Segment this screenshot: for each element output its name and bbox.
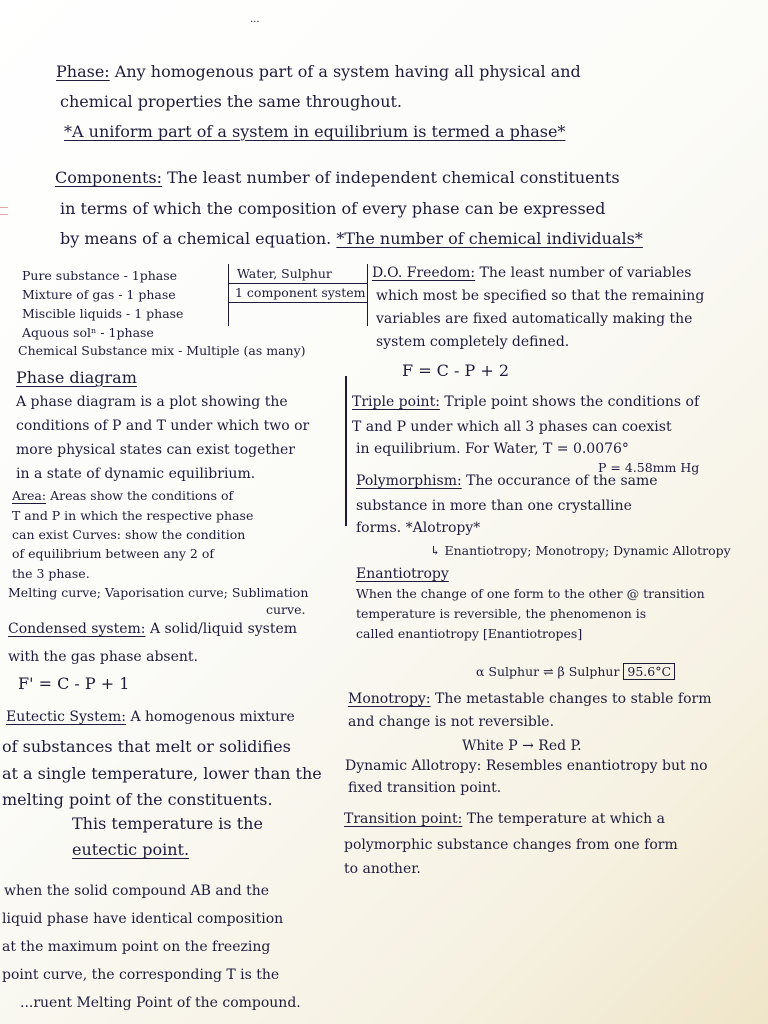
dof-line-1: The least number of variables bbox=[479, 265, 692, 281]
polymorphism-line-3: forms. *Alotropy* bbox=[356, 520, 481, 536]
components-heading: Components: bbox=[55, 168, 163, 187]
triple-point-line-1: Triple point shows the conditions of bbox=[444, 394, 700, 410]
condensed-line-2: with the gas phase absent. bbox=[8, 649, 198, 665]
eutectic-line-5: This temperature is the bbox=[72, 814, 263, 833]
list-item: Miscible liquids - 1 phase bbox=[22, 306, 184, 321]
phase-diagram-line-3: more physical states can exist together bbox=[16, 442, 295, 458]
dof-line-3: variables are fixed automatically making the bbox=[376, 311, 693, 327]
area-line-4: of equilibrium between any 2 of bbox=[12, 546, 214, 561]
transition-point-line-2: polymorphic substance changes from one form bbox=[344, 837, 678, 853]
condensed-heading: Condensed system: bbox=[8, 621, 146, 637]
dof-heading: D.O. Freedom: bbox=[372, 265, 476, 281]
area-heading: Area: bbox=[12, 488, 47, 503]
page-mark: ... bbox=[250, 14, 260, 25]
triple-point-line-2: T and P under which all 3 phases can coexist bbox=[352, 419, 672, 435]
components-note: *The number of chemical individuals* bbox=[336, 229, 643, 248]
eutectic-point: eutectic point. bbox=[72, 840, 190, 859]
congruent-line-1: when the solid compound AB and the bbox=[4, 883, 270, 899]
phase-line-1: Any homogenous part of a system having all physical and bbox=[114, 62, 581, 81]
arrow-icon: ↳ bbox=[430, 543, 441, 558]
divider bbox=[229, 302, 367, 303]
component-example-box bbox=[228, 264, 368, 326]
dynamic-allotropy-line-2: fixed transition point. bbox=[348, 780, 502, 796]
polymorphism-heading: Polymorphism: bbox=[356, 473, 462, 489]
enantiotropy-line-3: called enantiotropy [Enantiotropes] bbox=[356, 626, 583, 641]
components-line-3: by means of a chemical equation. bbox=[60, 229, 332, 248]
dof-formula: F = C - P + 2 bbox=[402, 361, 510, 380]
transition-temp: 95.6°C bbox=[623, 663, 675, 680]
area-line-7: curve. bbox=[266, 602, 306, 617]
dof-line-4: system completely defined. bbox=[376, 334, 570, 350]
phase-heading: Phase: bbox=[56, 62, 110, 81]
phase-line-3: *A uniform part of a system in equilibrium is termed a phase* bbox=[64, 122, 566, 141]
eutectic-heading: Eutectic System: bbox=[6, 709, 126, 725]
eutectic-line-3: at a single temperature, lower than the bbox=[2, 764, 322, 783]
phosphorus-equation: White P → Red P. bbox=[462, 738, 582, 754]
polymorphism-line-1: The occurance of the same bbox=[466, 473, 658, 489]
list-item: Pure substance - 1phase bbox=[22, 268, 178, 283]
components-line-1: The least number of independent chemical constituents bbox=[167, 168, 620, 187]
dof-line-2: which most be specified so that the remaining bbox=[376, 288, 705, 304]
area-line-5: the 3 phase. bbox=[12, 566, 90, 581]
divider bbox=[229, 283, 367, 284]
list-item: Aquous solⁿ - 1phase bbox=[22, 325, 154, 340]
area-line-6: Melting curve; Vaporisation curve; Sublimation bbox=[8, 585, 309, 600]
list-item: Chemical Substance mix - Multiple (as many) bbox=[18, 343, 306, 358]
enantiotropy-line-1: When the change of one form to the other @ transition bbox=[356, 586, 705, 601]
condensed-formula: F' = C - P + 1 bbox=[18, 674, 130, 693]
monotropy-line-2: and change is not reversible. bbox=[348, 714, 555, 730]
column-divider bbox=[345, 376, 347, 526]
polymorphism-types: Enantiotropy; Monotropy; Dynamic Allotropy bbox=[444, 543, 731, 558]
transition-point-heading: Transition point: bbox=[344, 811, 463, 827]
congruent-line-2: liquid phase have identical composition bbox=[2, 911, 284, 927]
phase-diagram-line-4: in a state of dynamic equilibrium. bbox=[16, 466, 256, 482]
eutectic-line-2: of substances that melt or solidifies bbox=[2, 737, 291, 756]
condensed-line-1: A solid/liquid system bbox=[149, 621, 298, 637]
component-box-line-1: Water, Sulphur bbox=[237, 266, 332, 281]
congruent-line-5: ...ruent Melting Point of the compound. bbox=[20, 995, 301, 1011]
triple-point-heading: Triple point: bbox=[352, 394, 440, 410]
transition-point-line-3: to another. bbox=[344, 861, 421, 877]
phase-diagram-line-2: conditions of P and T under which two or bbox=[16, 418, 310, 434]
components-line-2: in terms of which the composition of every phase can be expressed bbox=[60, 199, 606, 218]
dynamic-allotropy-line-1: Dynamic Allotropy: Resembles enantiotropy but no bbox=[345, 758, 708, 774]
margin-line bbox=[0, 214, 8, 215]
transition-point-line-1: The temperature at which a bbox=[466, 811, 665, 827]
area-line-3: can exist Curves: show the condition bbox=[12, 527, 246, 542]
margin-line bbox=[0, 207, 8, 208]
list-item: Mixture of gas - 1 phase bbox=[22, 287, 176, 302]
congruent-line-4: point curve, the corresponding T is the bbox=[2, 967, 280, 983]
polymorphism-line-2: substance in more than one crystalline bbox=[356, 498, 632, 514]
enantiotropy-heading: Enantiotropy bbox=[356, 566, 449, 582]
phase-diagram-heading: Phase diagram bbox=[16, 368, 137, 387]
sulphur-equation: α Sulphur ⇌ β Sulphur bbox=[476, 664, 620, 679]
phase-line-2: chemical properties the same throughout. bbox=[60, 92, 403, 111]
congruent-line-3: at the maximum point on the freezing bbox=[2, 939, 271, 955]
triple-point-line-3: in equilibrium. For Water, T = 0.0076° bbox=[356, 441, 629, 457]
eutectic-line-4: melting point of the constituents. bbox=[2, 790, 273, 809]
eutectic-line-1: A homogenous mixture bbox=[130, 709, 295, 725]
monotropy-heading: Monotropy: bbox=[348, 691, 431, 707]
area-line-1: Areas show the conditions of bbox=[50, 488, 234, 503]
area-line-2: T and P in which the respective phase bbox=[12, 508, 254, 523]
phase-diagram-line-1: A phase diagram is a plot showing the bbox=[16, 394, 288, 410]
monotropy-line-1: The metastable changes to stable form bbox=[435, 691, 712, 707]
component-box-line-2: 1 component system bbox=[235, 285, 366, 300]
triple-point-pressure: P = 4.58mm Hg bbox=[598, 460, 700, 475]
enantiotropy-line-2: temperature is reversible, the phenomenon is bbox=[356, 606, 647, 621]
